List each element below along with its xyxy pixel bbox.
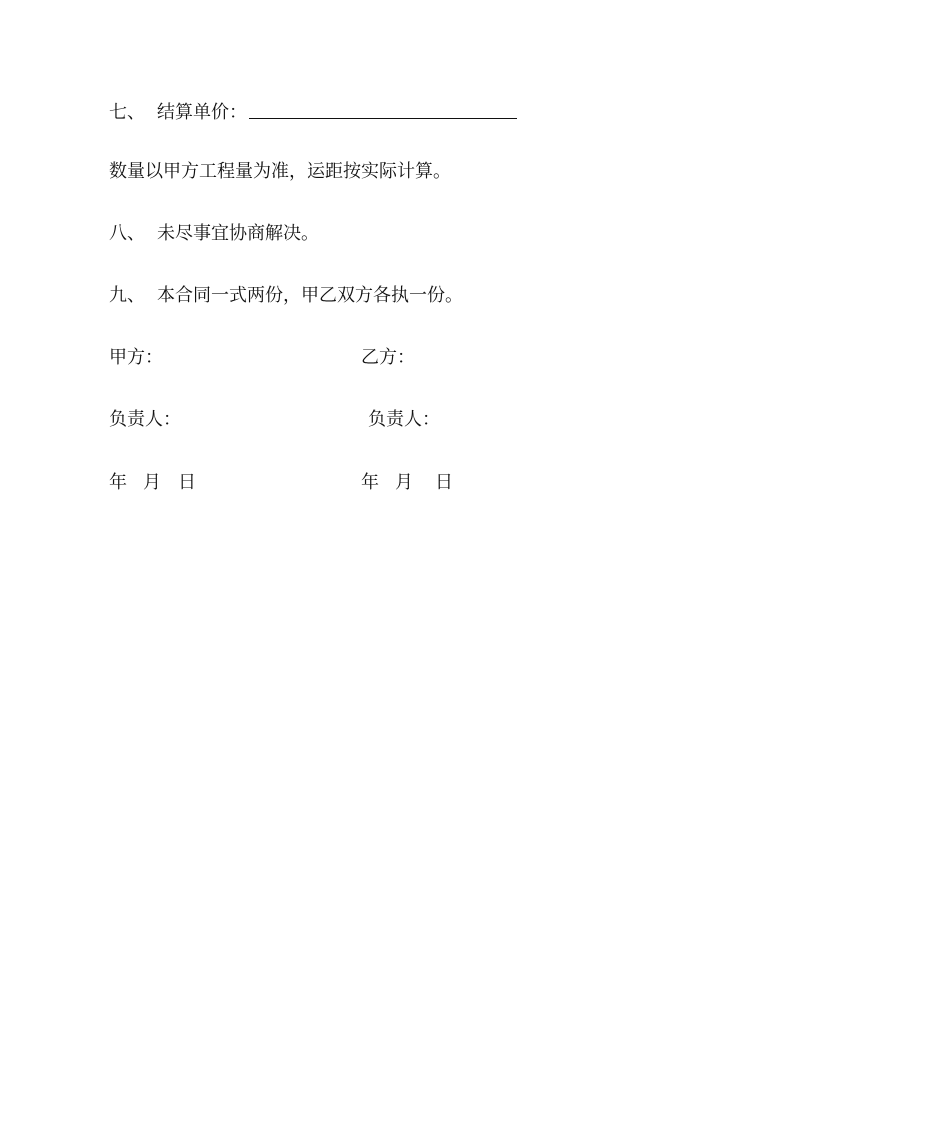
clause-number: 八、 (109, 223, 145, 244)
party-a-date (109, 470, 196, 496)
clause-number: 九、 (109, 285, 145, 306)
party-b-responsible: 负责人： (368, 409, 440, 430)
clause-label: 结算单价： (157, 102, 247, 123)
clause-7 (109, 97, 517, 123)
party-b-label: 乙方： (361, 347, 415, 368)
clause-8 (109, 221, 319, 247)
quantity-note: 数量以甲方工程量为准，运距按实际计算。 (109, 161, 451, 182)
year-label: 年 (361, 472, 379, 493)
year-label: 年 (109, 472, 127, 493)
month-label: 月 (395, 472, 413, 493)
party-a-label: 甲方： (109, 347, 163, 368)
day-label: 日 (178, 472, 196, 493)
party-a-responsible: 负责人： (109, 409, 181, 430)
month-label: 月 (143, 472, 161, 493)
clause-9 (109, 283, 463, 309)
party-b-date (361, 470, 453, 496)
clause-number: 七、 (109, 102, 145, 123)
clause-text: 本合同一式两份，甲乙双方各执一份。 (157, 285, 463, 306)
day-label: 日 (435, 472, 453, 493)
clause-text: 未尽事宜协商解决。 (157, 223, 319, 244)
price-blank-line (249, 98, 517, 119)
